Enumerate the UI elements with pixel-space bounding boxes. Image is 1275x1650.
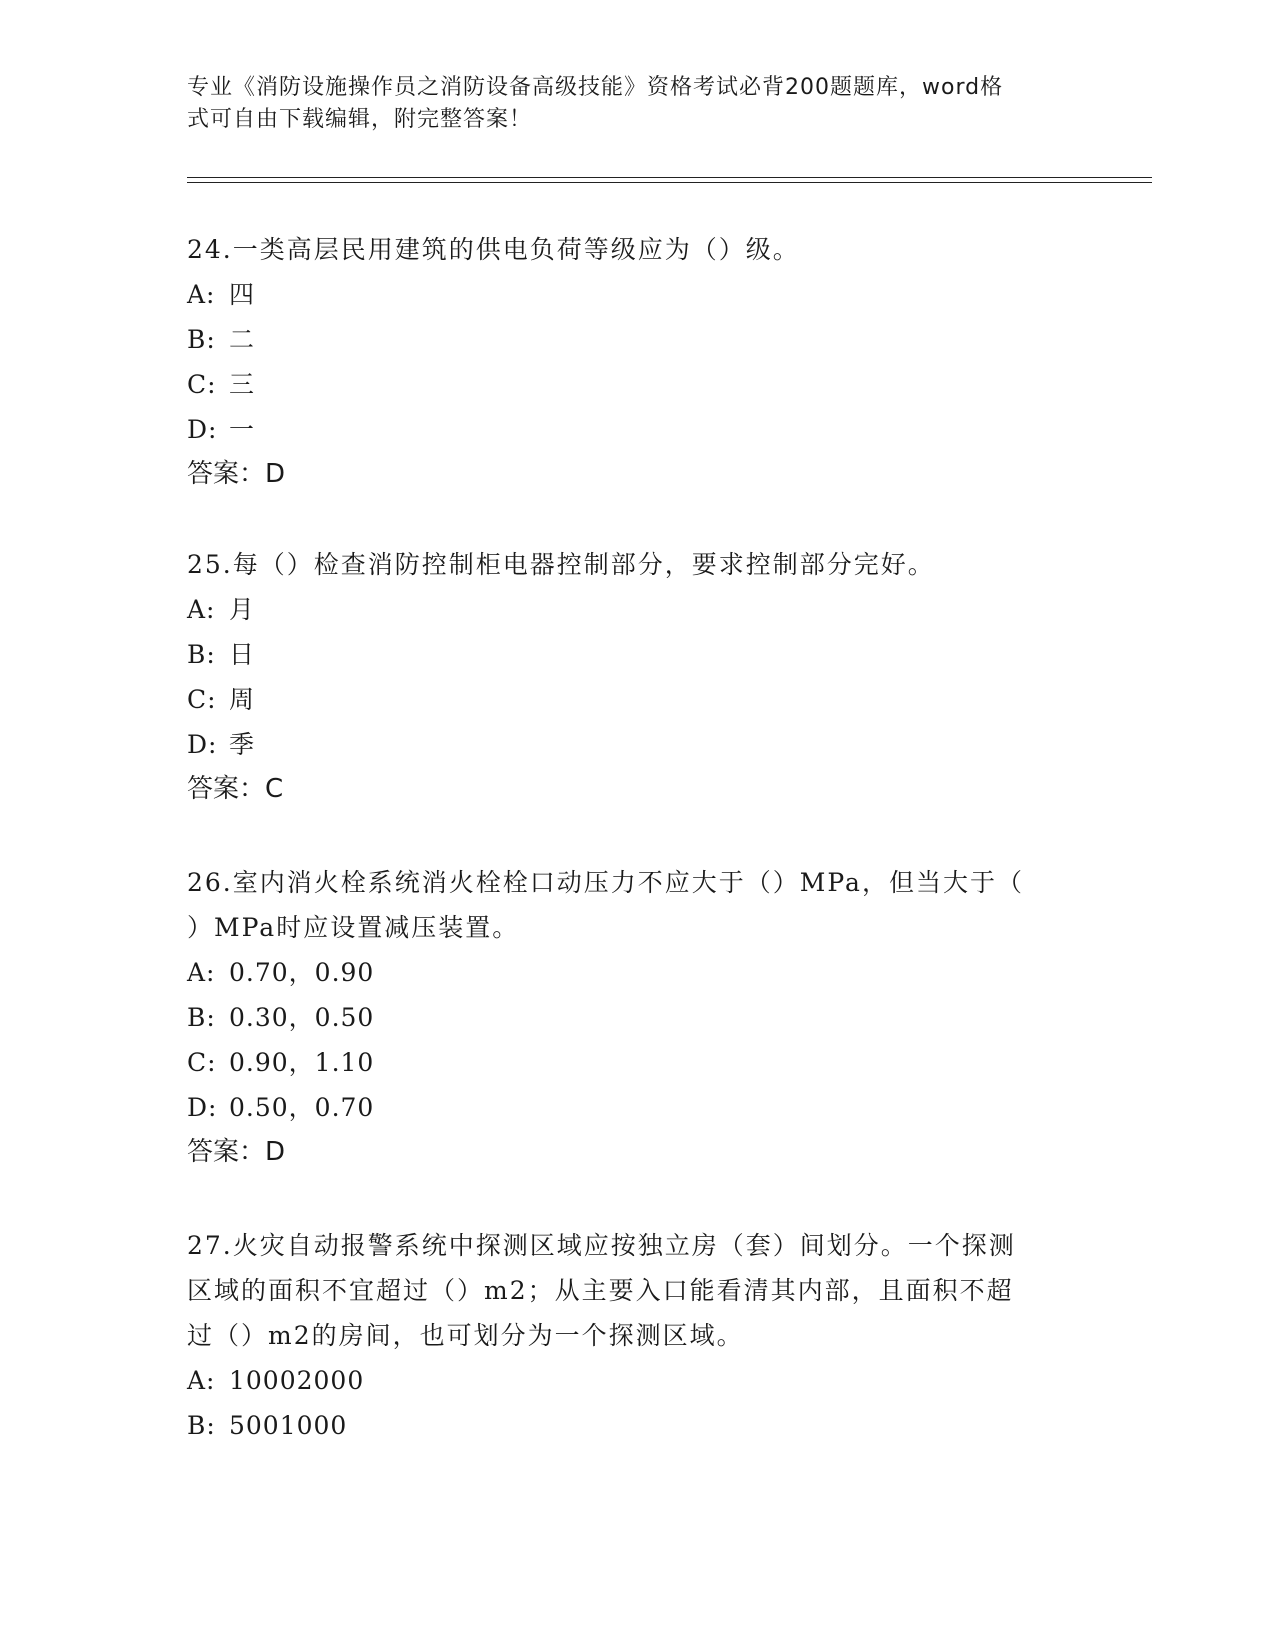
option-letter: B: — [187, 1411, 216, 1440]
option-letter: C: — [187, 685, 217, 714]
option-text: 季 — [229, 730, 256, 759]
option-letter: A: — [187, 595, 216, 624]
header-line-2: 式可自由下载编辑，附完整答案！ — [187, 107, 533, 132]
option-b — [187, 632, 1087, 677]
header-divider-top — [187, 177, 1152, 178]
question-25 — [187, 542, 1087, 812]
option-letter: D: — [187, 1093, 218, 1122]
document-header — [187, 72, 1067, 136]
header-line-1: 专业《消防设施操作员之消防设备高级技能》资格考试必背200题题库，word格 — [187, 75, 1004, 100]
question-26 — [187, 860, 1087, 1175]
option-text: 一 — [229, 415, 256, 444]
answer-line: 答案：D — [187, 459, 286, 489]
option-d — [187, 1085, 1087, 1130]
question-stem: 27.火灾自动报警系统中探测区域应按独立房（套）间划分。一个探测 — [187, 1231, 1016, 1260]
question-24 — [187, 227, 1087, 497]
option-d — [187, 407, 1087, 452]
option-text: 5001000 — [229, 1411, 348, 1440]
option-a — [187, 1358, 1087, 1403]
option-letter: A: — [187, 280, 216, 309]
option-letter: D: — [187, 415, 218, 444]
option-text: 周 — [229, 685, 256, 714]
answer-line: 答案：D — [187, 1137, 286, 1167]
option-text: 日 — [229, 640, 256, 669]
header-divider-bottom — [187, 182, 1152, 183]
question-stem-cont: 区域的面积不宜超过（）m2；从主要入口能看清其内部，且面积不超 — [187, 1276, 1014, 1305]
option-text: 10002000 — [229, 1366, 365, 1395]
option-text: 月 — [229, 595, 256, 624]
option-a — [187, 950, 1087, 995]
option-text: 0.50，0.70 — [229, 1093, 375, 1122]
option-b — [187, 995, 1087, 1040]
option-text: 0.30，0.50 — [229, 1003, 375, 1032]
option-text: 三 — [229, 370, 256, 399]
option-letter: D: — [187, 730, 218, 759]
option-text: 0.70，0.90 — [229, 958, 375, 987]
option-letter: A: — [187, 958, 216, 987]
option-letter: B: — [187, 640, 216, 669]
option-letter: B: — [187, 1003, 216, 1032]
question-stem: 25.每（）检查消防控制柜电器控制部分，要求控制部分完好。 — [187, 550, 935, 579]
question-stem: 24.一类高层民用建筑的供电负荷等级应为（）级。 — [187, 235, 800, 264]
option-letter: C: — [187, 1048, 217, 1077]
option-c — [187, 677, 1087, 722]
option-letter: C: — [187, 370, 217, 399]
option-text: 二 — [229, 325, 256, 354]
option-d — [187, 722, 1087, 767]
option-text: 0.90，1.10 — [229, 1048, 375, 1077]
option-text: 四 — [229, 280, 256, 309]
option-b — [187, 1403, 1087, 1448]
question-stem-cont: 过（）m2的房间，也可划分为一个探测区域。 — [187, 1321, 744, 1350]
option-a — [187, 587, 1087, 632]
question-stem-cont: ）MPa时应设置减压装置。 — [187, 913, 520, 942]
option-letter: B: — [187, 325, 216, 354]
option-letter: A: — [187, 1366, 216, 1395]
option-c — [187, 1040, 1087, 1085]
option-b — [187, 317, 1087, 362]
question-27 — [187, 1223, 1087, 1448]
answer-line: 答案：C — [187, 774, 284, 804]
option-a — [187, 272, 1087, 317]
question-stem: 26.室内消火栓系统消火栓栓口动压力不应大于（）MPa，但当大于（ — [187, 868, 1024, 897]
option-c — [187, 362, 1087, 407]
